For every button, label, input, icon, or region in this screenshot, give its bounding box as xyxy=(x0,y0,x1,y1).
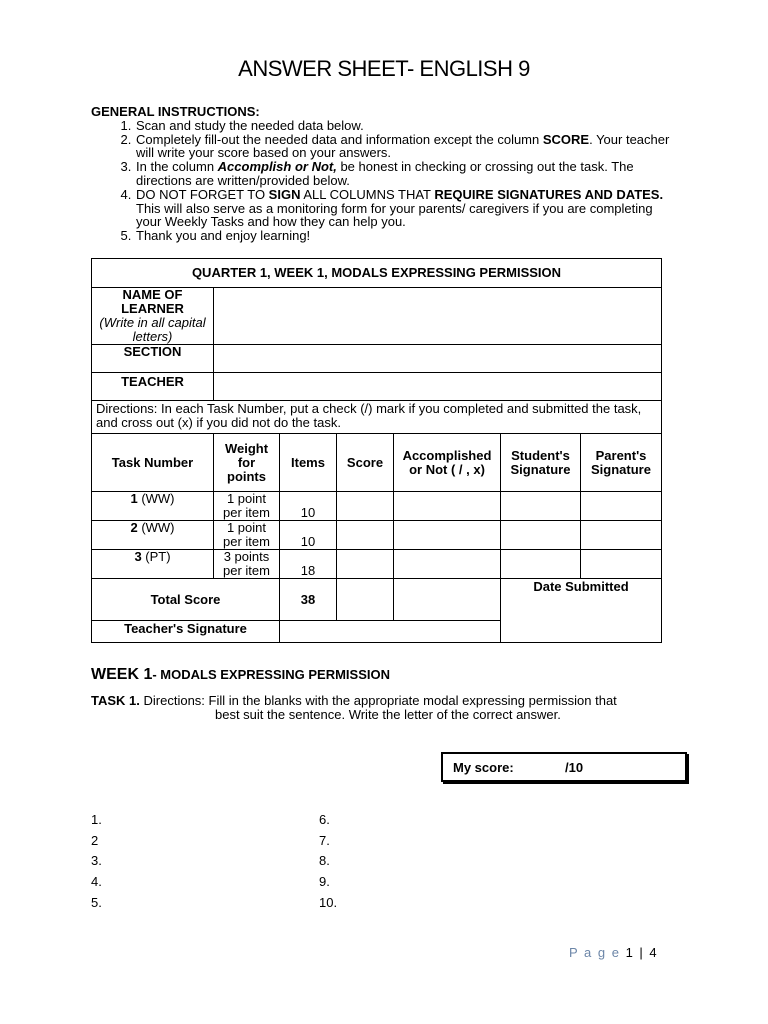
page-word: P a g e xyxy=(569,945,621,960)
task-number: 2 xyxy=(130,520,138,535)
total-accomplished-cell xyxy=(394,579,501,621)
answer-line[interactable]: 4. xyxy=(91,874,102,890)
instruction-text: ALL COLUMNS THAT xyxy=(300,186,435,202)
items-cell: 10 xyxy=(280,521,337,550)
weight-value: 3 points xyxy=(223,549,270,564)
instruction-text: In the column xyxy=(136,159,218,175)
name-note: (Write in all capital letters) xyxy=(99,315,206,344)
total-items: 38 xyxy=(280,579,337,621)
instruction-item xyxy=(135,188,681,229)
answer-line[interactable]: 9. xyxy=(319,874,330,890)
score-cell[interactable] xyxy=(337,521,394,550)
weight-cell xyxy=(214,521,280,550)
name-label-cell xyxy=(92,288,214,345)
student-signature-cell[interactable] xyxy=(501,521,581,550)
instruction-text: be honest in checking or crossing out the task. The directions are written/provided below. xyxy=(136,159,634,188)
task1-text: Directions: Fill in the blanks with the appropriate modal expressing permission that xyxy=(139,693,617,708)
instruction-emphasis: REQUIRE SIGNATURES AND DATES. xyxy=(434,186,664,202)
instruction-text: Thank you and enjoy learning! xyxy=(136,228,311,244)
score-cell[interactable] xyxy=(337,550,394,579)
weight-unit: per item xyxy=(223,505,270,520)
instruction-text: Completely fill-out the needed data and information except the column xyxy=(136,131,543,147)
parent-signature-cell[interactable] xyxy=(581,550,662,579)
total-score-cell[interactable] xyxy=(337,579,394,621)
week-heading xyxy=(91,666,390,684)
name-field[interactable] xyxy=(214,288,662,345)
weight-value: 1 point xyxy=(226,520,267,535)
instructions-list xyxy=(91,119,681,243)
instruction-text: Scan and study the needed data below. xyxy=(136,117,364,133)
items-cell: 18 xyxy=(280,550,337,579)
instruction-emphasis: SCORE xyxy=(542,131,590,147)
weight-cell xyxy=(214,492,280,521)
accomplished-cell[interactable] xyxy=(394,521,501,550)
answer-line[interactable]: 1. xyxy=(91,812,102,827)
task-number-cell xyxy=(92,492,214,521)
accomplished-cell[interactable] xyxy=(394,550,501,579)
table-row xyxy=(92,521,662,550)
student-signature-cell[interactable] xyxy=(501,492,581,521)
answer-line[interactable]: 2 xyxy=(91,832,99,848)
col-parent-signature: Parent's Signature xyxy=(581,434,662,492)
page-title: ANSWER SHEET- ENGLISH 9 xyxy=(238,56,530,81)
general-instructions xyxy=(91,105,681,243)
accomplished-cell[interactable] xyxy=(394,492,501,521)
name-label: NAME OF LEARNER xyxy=(121,287,184,316)
answer-line[interactable]: 10. xyxy=(319,894,338,910)
monitoring-table xyxy=(91,258,662,643)
week-topic: - MODALS EXPRESSING PERMISSION xyxy=(152,667,390,682)
teacher-field[interactable] xyxy=(214,373,662,401)
instruction-emphasis: SIGN xyxy=(268,186,301,202)
date-submitted-label[interactable]: Date Submitted xyxy=(501,579,662,643)
week-number: WEEK 1 xyxy=(91,666,153,683)
instruction-item xyxy=(135,160,681,188)
task-number: 1 xyxy=(130,491,138,506)
score-cell[interactable] xyxy=(337,492,394,521)
instruction-item xyxy=(135,119,681,133)
items-cell: 10 xyxy=(280,492,337,521)
task1-label: TASK 1. xyxy=(91,693,140,708)
page-number: 1 | 4 xyxy=(620,945,659,960)
instruction-emphasis: Accomplish or Not, xyxy=(217,159,337,175)
weight-cell xyxy=(214,550,280,579)
page-footer xyxy=(569,945,658,960)
table-directions: Directions: In each Task Number, put a check (/) mark if you completed and submitted the task, and cross out (x) if you did not do the task. xyxy=(92,401,662,434)
my-score-value: /10 xyxy=(565,760,584,775)
teacher-signature-field[interactable] xyxy=(280,621,501,643)
total-score-label: Total Score xyxy=(92,579,280,621)
student-signature-cell[interactable] xyxy=(501,550,581,579)
task-number: 3 xyxy=(134,549,142,564)
teacher-label: TEACHER xyxy=(92,373,214,401)
col-accomplished: Accomplished or Not ( / , x) xyxy=(394,434,501,492)
section-label: SECTION xyxy=(92,345,214,373)
answer-line[interactable]: 8. xyxy=(319,853,330,869)
instructions-heading: GENERAL INSTRUCTIONS: xyxy=(91,104,260,119)
task-type: (WW) xyxy=(137,491,175,506)
instruction-text: . Your teacher will write your score based on your answers. xyxy=(136,131,670,161)
teacher-signature-label: Teacher's Signature xyxy=(92,621,280,643)
instruction-text: DO NOT FORGET TO xyxy=(136,186,269,202)
answer-line[interactable]: 7. xyxy=(319,832,330,848)
parent-signature-cell[interactable] xyxy=(581,492,662,521)
task-number-cell xyxy=(92,550,214,579)
answers-left xyxy=(91,810,102,914)
section-field[interactable] xyxy=(214,345,662,373)
instruction-item xyxy=(135,229,681,243)
task-type: (PT) xyxy=(141,549,171,564)
instruction-item xyxy=(135,133,681,161)
task1-directions xyxy=(91,694,681,722)
my-score-label: My score: xyxy=(453,760,514,775)
col-student-signature: Student's Signature xyxy=(501,434,581,492)
weight-unit: per item xyxy=(223,563,270,578)
task1-text-cont: best suit the sentence. Write the letter of the correct answer. xyxy=(215,707,561,722)
answer-line[interactable]: 3. xyxy=(91,853,102,869)
col-weight: Weight for points xyxy=(214,434,280,492)
weight-value: 1 point xyxy=(226,491,267,506)
answers-right xyxy=(319,810,337,914)
table-header: QUARTER 1, WEEK 1, MODALS EXPRESSING PERMISSION xyxy=(92,259,662,288)
table-row xyxy=(92,492,662,521)
col-score: Score xyxy=(337,434,394,492)
parent-signature-cell[interactable] xyxy=(581,521,662,550)
instruction-text: This will also serve as a monitoring form for your parents/ caregivers if you are completing your Weekly Tasks and how they can help you. xyxy=(136,200,653,230)
col-items: Items xyxy=(280,434,337,492)
task-type: (WW) xyxy=(137,520,175,535)
col-task-number: Task Number xyxy=(92,434,214,492)
task-number-cell xyxy=(92,521,214,550)
table-row xyxy=(92,550,662,579)
answer-line[interactable]: 6. xyxy=(319,812,330,827)
answer-line[interactable]: 5. xyxy=(91,894,102,910)
weight-unit: per item xyxy=(223,534,270,549)
my-score-box xyxy=(441,752,687,782)
